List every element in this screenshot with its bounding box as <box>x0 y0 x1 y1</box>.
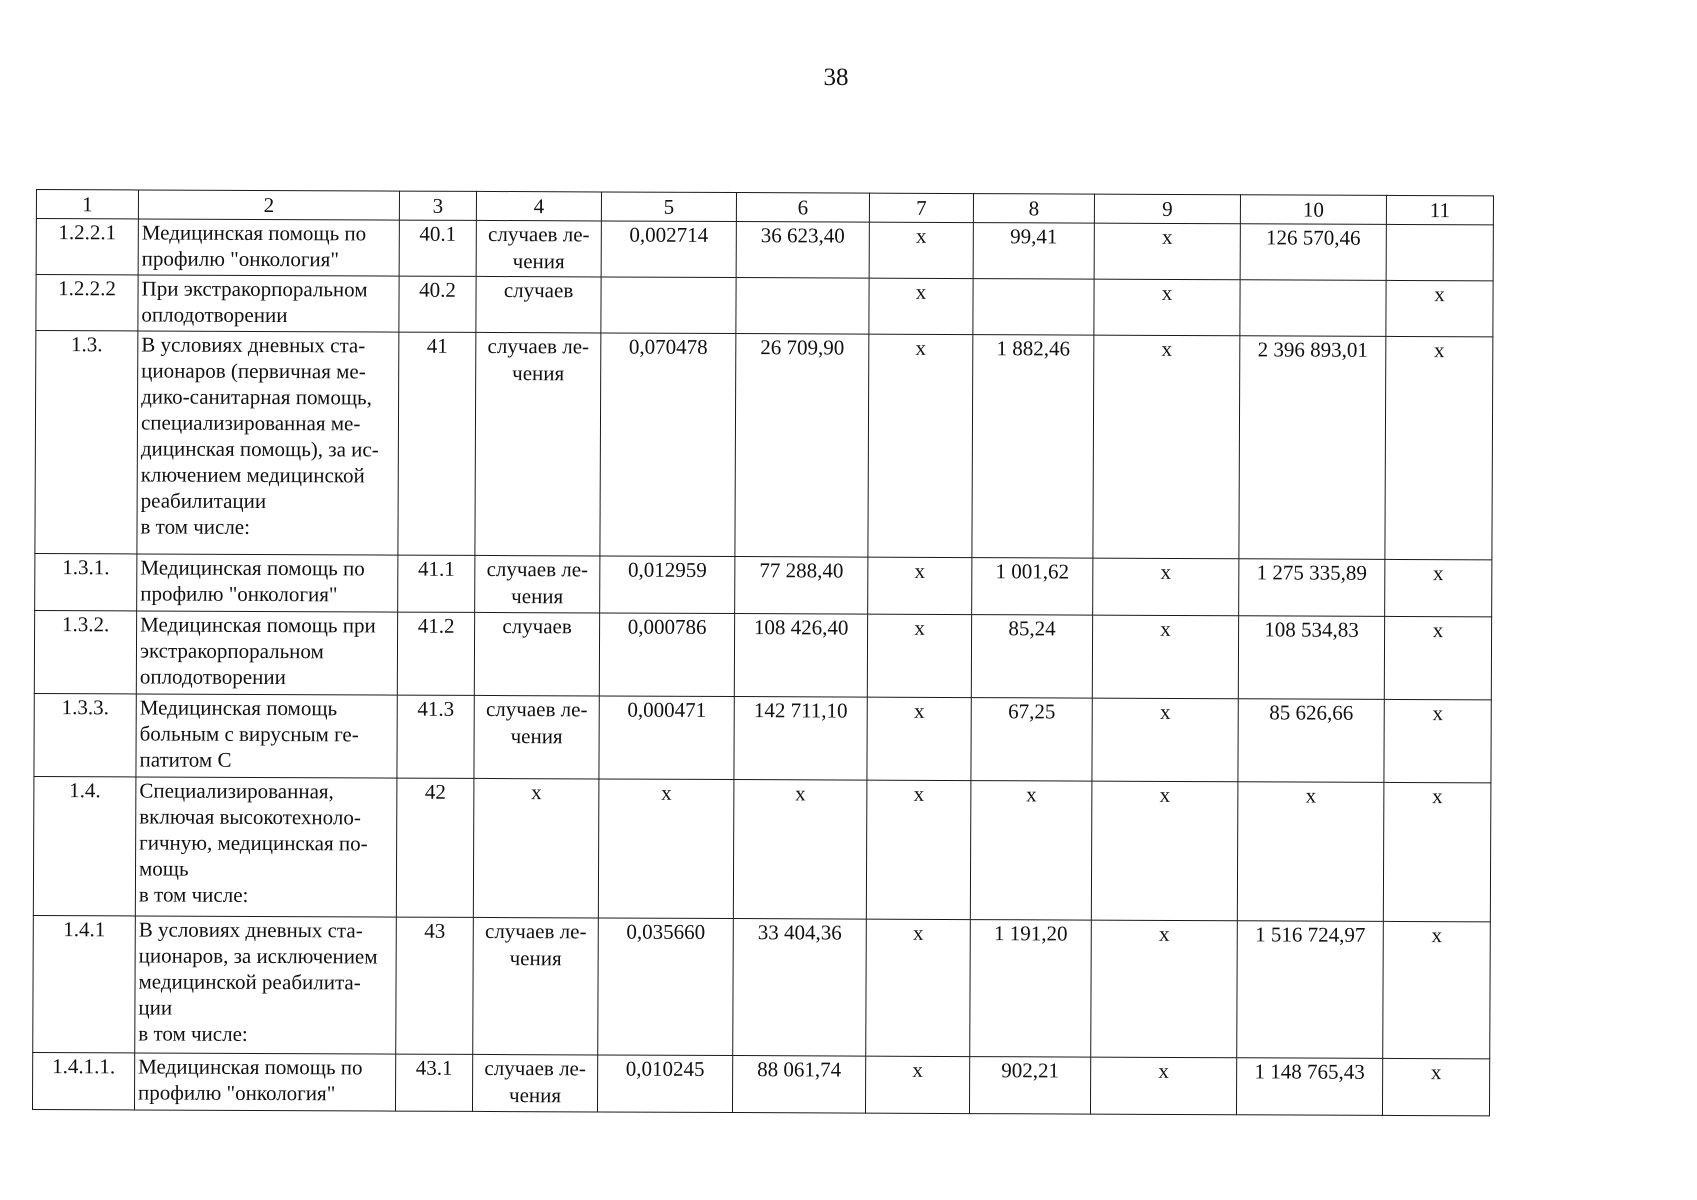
cell-col9: х <box>1091 920 1238 1058</box>
cell-col9: х <box>1091 781 1238 921</box>
table-row <box>35 331 1493 560</box>
cell-unit: случаев ле- чения <box>475 555 600 613</box>
cell-col7: х <box>866 919 971 1056</box>
cell-col9: х <box>1093 335 1240 559</box>
cell-unit: случаев <box>474 612 599 696</box>
cell-number: 1.3.1. <box>35 553 137 610</box>
table-row <box>35 553 1492 616</box>
cell-unit: х <box>473 778 599 918</box>
table-row <box>34 610 1491 699</box>
cell-col10: 1 275 335,89 <box>1239 559 1385 617</box>
cell-col8: 67,25 <box>971 698 1092 782</box>
cell-line-code: 40.1 <box>399 220 476 276</box>
header-cell-1: 1 <box>36 190 138 219</box>
cell-col11: х <box>1383 782 1491 921</box>
cell-col9: х <box>1094 223 1240 280</box>
cell-col8: 902,21 <box>969 1057 1090 1115</box>
cell-col7: х <box>868 557 972 614</box>
cell-number: 1.3.3. <box>34 693 136 776</box>
cell-name: В условиях дневных ста- ционаров (первичная ме- дико-санитарная помощь, специализированная ме- дицинская помощь), за ис- ключением медицинской реабилитации в том числе: <box>137 331 399 555</box>
cell-col10: 108 534,83 <box>1238 616 1384 700</box>
cell-norm-volume: 0,000786 <box>599 613 734 697</box>
data-table <box>32 189 1494 1116</box>
cell-col8: х <box>970 781 1092 921</box>
cell-unit: случаев ле- чения <box>473 917 599 1055</box>
cell-unit: случаев ле- чения <box>472 1054 597 1112</box>
cell-col7: х <box>868 334 973 557</box>
cell-col8: 1 882,46 <box>972 335 1094 559</box>
cell-col7: х <box>867 697 971 780</box>
cell-col11: х <box>1384 699 1491 782</box>
cell-norm-volume: 0,012959 <box>600 556 735 614</box>
cell-col7: х <box>869 278 973 334</box>
cell-col8: 85,24 <box>971 615 1092 699</box>
cell-col8 <box>973 279 1094 336</box>
table-body <box>32 190 1493 1116</box>
header-cell-11: 11 <box>1386 195 1493 224</box>
cell-col9: х <box>1093 558 1239 616</box>
cell-col11: х <box>1383 921 1491 1058</box>
cell-number: 1.2.2.2 <box>36 275 138 331</box>
cell-col8: 1 001,62 <box>972 558 1093 616</box>
cell-col7: х <box>867 614 971 697</box>
cell-norm-volume: 0,010245 <box>597 1055 732 1113</box>
cell-name: Медицинская помощь по профилю "онкология" <box>138 219 399 276</box>
table-row <box>32 1052 1489 1115</box>
cell-col11: х <box>1382 1058 1489 1115</box>
cell-col10: 1 148 765,43 <box>1236 1058 1382 1116</box>
cell-col7: х <box>866 780 971 919</box>
cell-norm-cost: 33 404,36 <box>733 919 867 1057</box>
cell-norm-cost: 77 288,40 <box>735 557 868 615</box>
cell-line-code: 40.2 <box>399 276 476 332</box>
cell-col9: х <box>1092 615 1238 699</box>
cell-line-code: 41.2 <box>397 612 474 695</box>
cell-col10: 2 396 893,01 <box>1239 336 1386 560</box>
header-cell-6: 6 <box>736 193 869 223</box>
cell-col11: х <box>1385 336 1493 559</box>
cell-name: Медицинская помощь по профилю "онкология" <box>134 1053 395 1111</box>
table-row <box>36 219 1493 281</box>
cell-col10: 85 626,66 <box>1238 699 1384 783</box>
cell-norm-volume: 0,070478 <box>600 333 736 557</box>
cell-unit: случаев ле- чения <box>476 220 601 277</box>
cell-col11: х <box>1385 559 1492 616</box>
cell-line-code: 41.3 <box>397 695 474 778</box>
cell-col10 <box>1240 280 1386 337</box>
cell-norm-volume: 0,035660 <box>598 918 734 1056</box>
cell-norm-cost: 142 711,10 <box>734 697 867 781</box>
cell-norm-volume: 0,000471 <box>599 696 734 780</box>
cell-number: 1.4.1 <box>33 915 136 1052</box>
header-cell-9: 9 <box>1094 194 1240 224</box>
header-cell-10: 10 <box>1240 195 1386 225</box>
cell-number: 1.3. <box>35 331 138 554</box>
cell-line-code: 43.1 <box>395 1054 472 1111</box>
cell-name: Специализированная, включая высокотехноло- гичную, медицинская по- мощь в том числе: <box>135 777 397 917</box>
cell-norm-cost: 88 061,74 <box>732 1056 865 1114</box>
cell-name: В условиях дневных ста- ционаров, за исключением медицинской реабилита- ции в том числе: <box>135 916 397 1054</box>
table-row <box>33 776 1491 921</box>
table-row <box>34 693 1491 782</box>
table-row <box>36 275 1493 337</box>
cell-number: 1.4.1.1. <box>32 1052 134 1109</box>
cell-name: Медицинская помощь по профилю "онкология" <box>137 554 398 612</box>
header-cell-3: 3 <box>399 191 476 220</box>
cell-col8: 99,41 <box>973 223 1094 280</box>
cell-norm-volume <box>601 277 736 334</box>
cell-line-code: 42 <box>396 778 474 917</box>
cell-line-code: 43 <box>396 917 474 1054</box>
table-row <box>33 915 1491 1058</box>
cell-line-code: 41.1 <box>398 555 475 612</box>
cell-name: При экстракорпоральном оплодотворении <box>138 275 399 332</box>
cell-unit: случаев ле- чения <box>475 332 601 556</box>
cell-norm-cost: 36 623,40 <box>736 222 869 279</box>
cell-number: 1.2.2.1 <box>36 219 138 275</box>
header-cell-2: 2 <box>138 190 399 220</box>
cell-col9: х <box>1092 698 1238 782</box>
cell-name: Медицинская помощь больным с вирусным ге- патитом С <box>136 694 397 778</box>
header-cell-5: 5 <box>601 192 736 222</box>
cell-col10: 126 570,46 <box>1240 224 1386 281</box>
cell-col10: х <box>1237 782 1384 922</box>
header-cell-4: 4 <box>476 191 601 221</box>
document-table-container <box>32 189 1494 1116</box>
cell-line-code: 41 <box>398 332 476 555</box>
cell-name: Медицинская помощь при экстракорпоральном оплодотворении <box>136 611 397 695</box>
cell-number: 1.4. <box>33 776 136 915</box>
cell-norm-volume: 0,002714 <box>601 221 736 278</box>
cell-number: 1.3.2. <box>34 610 136 693</box>
cell-col7: х <box>869 222 973 278</box>
cell-col11: х <box>1386 280 1493 336</box>
cell-unit: случаев ле- чения <box>474 695 599 779</box>
header-cell-8: 8 <box>973 194 1094 224</box>
cell-unit: случаев <box>476 276 601 333</box>
cell-col11: х <box>1384 616 1491 699</box>
cell-col9: х <box>1094 279 1240 336</box>
cell-norm-cost <box>736 278 869 335</box>
cell-norm-volume: х <box>598 779 734 919</box>
cell-norm-cost: 108 426,40 <box>734 614 867 698</box>
cell-col10: 1 516 724,97 <box>1237 921 1384 1059</box>
cell-col8: 1 191,20 <box>970 920 1092 1058</box>
cell-col7: х <box>865 1056 969 1113</box>
cell-norm-cost: х <box>733 780 867 920</box>
page-number: 38 <box>823 64 849 91</box>
cell-norm-cost: 26 709,90 <box>735 334 869 558</box>
cell-col9: х <box>1090 1057 1236 1115</box>
header-cell-7: 7 <box>869 193 973 222</box>
cell-col11 <box>1386 224 1493 280</box>
